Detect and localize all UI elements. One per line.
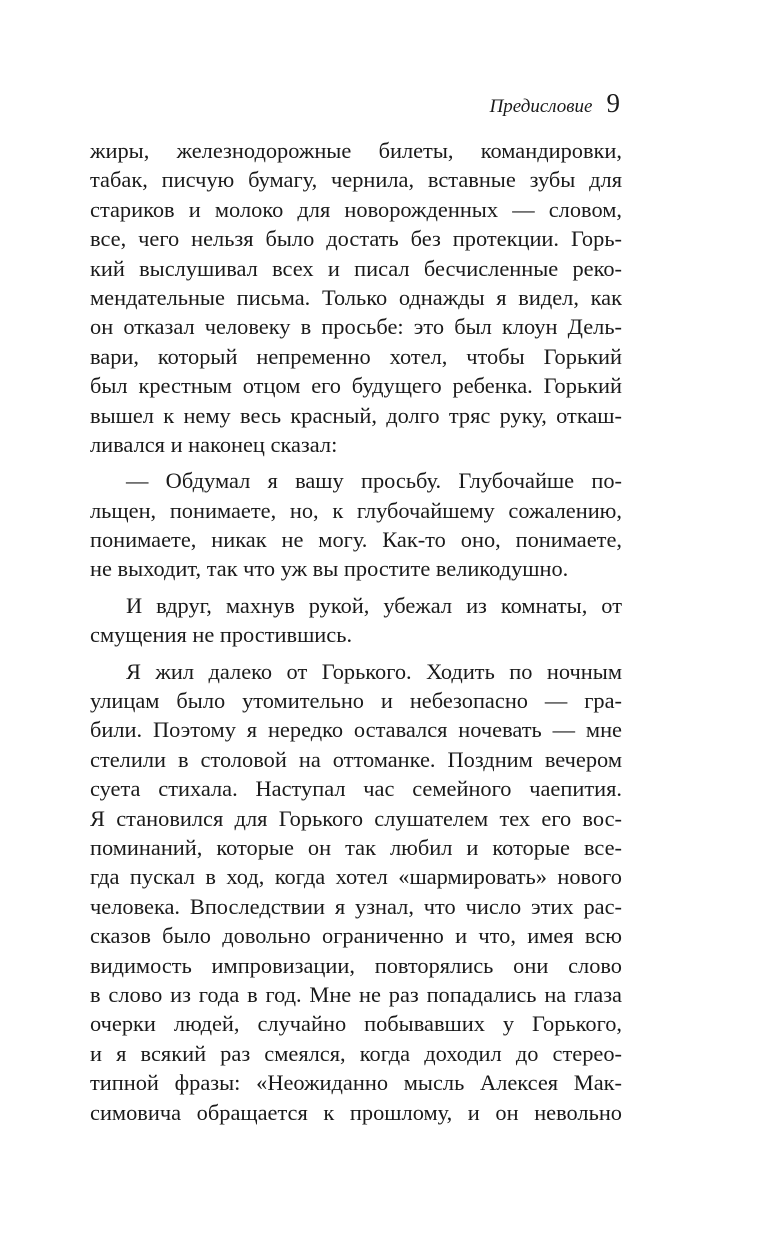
text-line: понимаете, никак не могу. Как-то оно, понимаете, bbox=[90, 527, 622, 553]
text-line: в слово из года в год. Мне не раз попадались на глаза bbox=[90, 981, 622, 1007]
text-line: Я становился для Горького слушателем тех его вос- bbox=[90, 805, 622, 831]
text-line: табак, писчую бумагу, чернила, вставные зубы для bbox=[90, 167, 622, 193]
text-line: улицам было утомительно и небезопасно — гра- bbox=[90, 688, 622, 714]
text-line: ливался и наконец сказал: bbox=[90, 431, 338, 457]
text-line: льщен, понимаете, но, к глубочайшему сожалению, bbox=[90, 497, 622, 523]
text-line: он отказал человеку в просьбе: это был клоун Дель- bbox=[90, 314, 622, 340]
body-text bbox=[90, 136, 622, 1127]
text-line: — Обдумал я вашу просьбу. Глубочайше по- bbox=[126, 468, 622, 494]
text-line: жиры, железнодорожные билеты, командировки, bbox=[90, 138, 622, 163]
text-line: симовича обращается к прошлому, и он невольно bbox=[90, 1099, 622, 1125]
text-line: все, чего нельзя было достать без протекции. Горь- bbox=[90, 226, 622, 252]
text-line: смущения не простившись. bbox=[90, 622, 353, 648]
text-line: не выходит, так что уж вы простите великодушно. bbox=[90, 556, 569, 582]
text-line: били. Поэтому я нередко оставался ночевать — мне bbox=[90, 717, 622, 743]
text-line: кий выслушивал всех и писал бесчисленные реко- bbox=[90, 255, 622, 281]
text-line: стариков и молоко для новорожденных — словом, bbox=[90, 196, 622, 222]
text-line: вышел к нему весь красный, долго тряс руку, откаш- bbox=[90, 402, 622, 428]
text-line: вари, который непременно хотел, чтобы Горький bbox=[90, 343, 622, 369]
page-number: 9 bbox=[606, 88, 620, 118]
text-line: И вдруг, махнув рукой, убежал из комнаты, от bbox=[126, 592, 622, 618]
text-line: стелили в столовой на оттоманке. Поздним вечером bbox=[90, 746, 622, 772]
section-title: Предисловие bbox=[489, 96, 593, 117]
text-line: был крестным отцом его будущего ребенка. Горький bbox=[90, 373, 622, 399]
paragraph bbox=[90, 136, 622, 459]
text-line: человека. Впоследствии я узнал, что число этих рас- bbox=[90, 893, 622, 919]
text-line: Я жил далеко от Горького. Ходить по ночным bbox=[126, 658, 622, 684]
text-line: мендательные письма. Только однажды я видел, как bbox=[90, 284, 622, 310]
text-line: поминаний, которые он так любил и которые все- bbox=[90, 834, 622, 860]
text-line: видимость импровизации, повторялись они слово bbox=[90, 952, 622, 978]
paragraph bbox=[90, 466, 622, 584]
text-line: гда пускал в ход, когда хотел «шармировать» нового bbox=[90, 864, 622, 890]
text-line: очерки людей, случайно побывавших у Горького, bbox=[90, 1011, 622, 1037]
text-line: суета стихала. Наступал час семейного чаепития. bbox=[90, 776, 622, 802]
running-header bbox=[490, 88, 620, 119]
text-line: и я всякий раз смеялся, когда доходил до стерео- bbox=[90, 1040, 622, 1066]
text-line: типной фразы: «Неожиданно мысль Алексея Мак- bbox=[90, 1070, 622, 1096]
text-line: сказов было довольно ограниченно и что, имея всю bbox=[90, 923, 622, 949]
paragraph bbox=[90, 591, 622, 650]
paragraph bbox=[90, 657, 622, 1127]
